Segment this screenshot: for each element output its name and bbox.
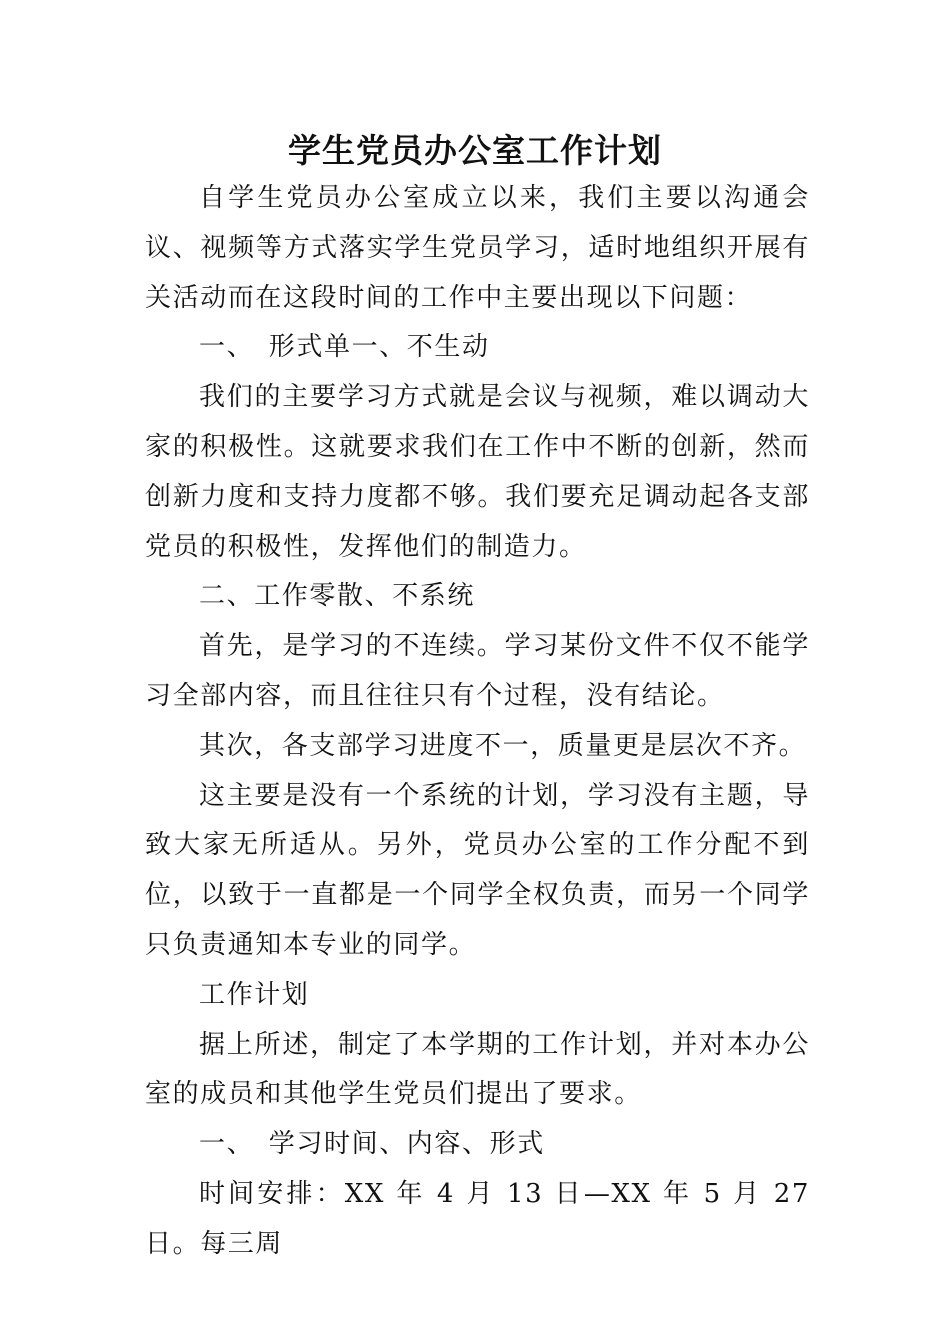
document-title: 学生党员办公室工作计划: [288, 131, 662, 170]
paragraph-intro: 自学生党员办公室成立以来，我们主要以沟通会议、视频等方式落实学生党员学习，适时地组织开展有关活动而在这段时间的工作中主要出现以下问题：: [145, 183, 810, 313]
paragraph-4: 这主要是没有一个系统的计划，学习没有主题，导致大家无所适从。另外，党员办公室的工作分配不到位，以致于一直都是一个同学全权负责，而另一个同学只负责通知本专业的同学。: [145, 780, 810, 960]
paragraph-1: 我们的主要学习方式就是会议与视频，难以调动大家的积极性。这就要求我们在工作中不断的创新，然而创新力度和支持力度都不够。我们要充足调动起各支部党员的积极性，发挥他们的制造力。: [145, 382, 810, 562]
document-body: [145, 174, 810, 1270]
paragraph-3: 其次，各支部学习进度不一，质量更是层次不齐。: [199, 730, 807, 761]
paragraph-6: 时间安排：XX 年 4 月 13 日—XX 年 5 月 27 日。每三周: [145, 1178, 810, 1259]
section-heading-plan: 工作计划: [199, 979, 310, 1010]
section-heading-2: 二、工作零散、不系统: [199, 581, 476, 612]
paragraph-2: 首先，是学习的不连续。学习某份文件不仅不能学习全部内容，而且往往只有个过程，没有结论。: [145, 631, 810, 711]
paragraph-5: 据上所述，制定了本学期的工作计划，并对本办公室的成员和其他学生党员们提出了要求。: [145, 1029, 810, 1110]
section-heading-1: 一、 形式单一、不生动: [199, 332, 490, 363]
section-heading-3: 一、 学习时间、内容、形式: [199, 1129, 545, 1160]
